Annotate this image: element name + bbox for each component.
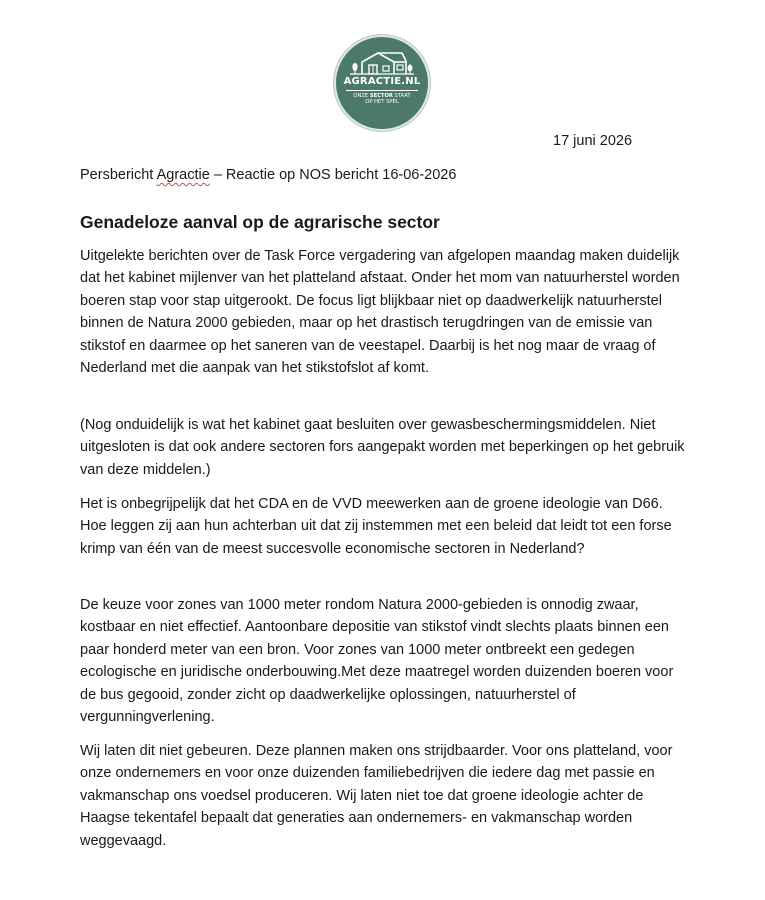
logo-tagline [344,93,420,106]
paragraph-5: Wij laten dit niet gebeuren. Deze plannen maken ons strijdbaarder. Voor ons platteland, voor onze ondernemers en voor onze duizenden familiebedrijven die iedere dag met passie en vakmanschap ons voedsel produceren. Wij laten niet toe dat groene ideologie achter de Haagse tekentafel bepaalt dat generaties aan ondernemers- en vakmanschap worden weggevaagd. [80,743,673,849]
agractie-logo [336,37,428,129]
paragraph-1: Uitgelekte berichten over de Task Force vergadering van afgelopen maandag maken duidelijk dat het kabinet mijlenver van het platteland afstaat. Onder het mom van natuurherstel worden boeren stap voor stap uitgerookt. De focus ligt blijkbaar niet op daadwerkelijk natuurherstel binnen de Natura 2000 gebieden, maar op het drastisch terugdringen van de emissie van stikstof en daarmee op het saneren van de veestapel. Daarbij is het nog maar de vraag of Nederland met die aanpak van het stikstofslot af komt. [80,248,680,377]
paragraph-3: Het is onbegrijpelijk dat het CDA en de VVD meewerken aan de groene ideologie van D66. Hoe leggen zij aan hun achterban uit dat zij instemmen met een beleid dat leidt tot een forse krimp van één van de meest succesvolle economische sectoren in Nederland? [80,496,672,557]
logo-tagline-emphasis: SECTOR [369,93,393,99]
paragraph-4: De keuze voor zones van 1000 meter rondom Natura 2000-gebieden is onnodig zwaar, kostbaar en niet effectief. Aantoonbare depositie van stikstof vindt slechts plaats binnen een paar honderd meter van een bron. Voor zones van 1000 meter ontbreekt een gedegen ecologische en juridische onderbouwing.Met deze maatregel worden duizenden boeren voor de bus gegooid, zonder zicht op daadwerkelijke oplossingen, natuurherstel of vergunningverlening. [80,597,674,726]
paragraph-2: (Nog onduidelijk is wat het kabinet gaat besluiten over gewasbeschermingsmiddelen. Niet uitgesloten is dat ook andere sectoren fors aangepakt worden met beperkingen op het gebruik van deze middelen.) [80,417,685,478]
logo-tagline-part2: STAAT [394,93,411,99]
press-suffix: – Reactie op NOS bericht 16-06-2026 [213,167,457,183]
logo-tagline-part1: ONZE [353,93,369,99]
headline: Genadeloze aanval op de agrarische sector [80,212,440,232]
press-organization: Agractie [156,167,210,183]
logo-tagline-line2: OP HET SPEL [365,99,399,106]
press-release-subtitle [80,167,456,183]
press-prefix: Persbericht [80,167,154,183]
logo-wordmark: AGRACTIE.NL [343,76,421,87]
document-date: 17 juni 2026 [553,133,633,149]
logo-divider [346,90,418,91]
